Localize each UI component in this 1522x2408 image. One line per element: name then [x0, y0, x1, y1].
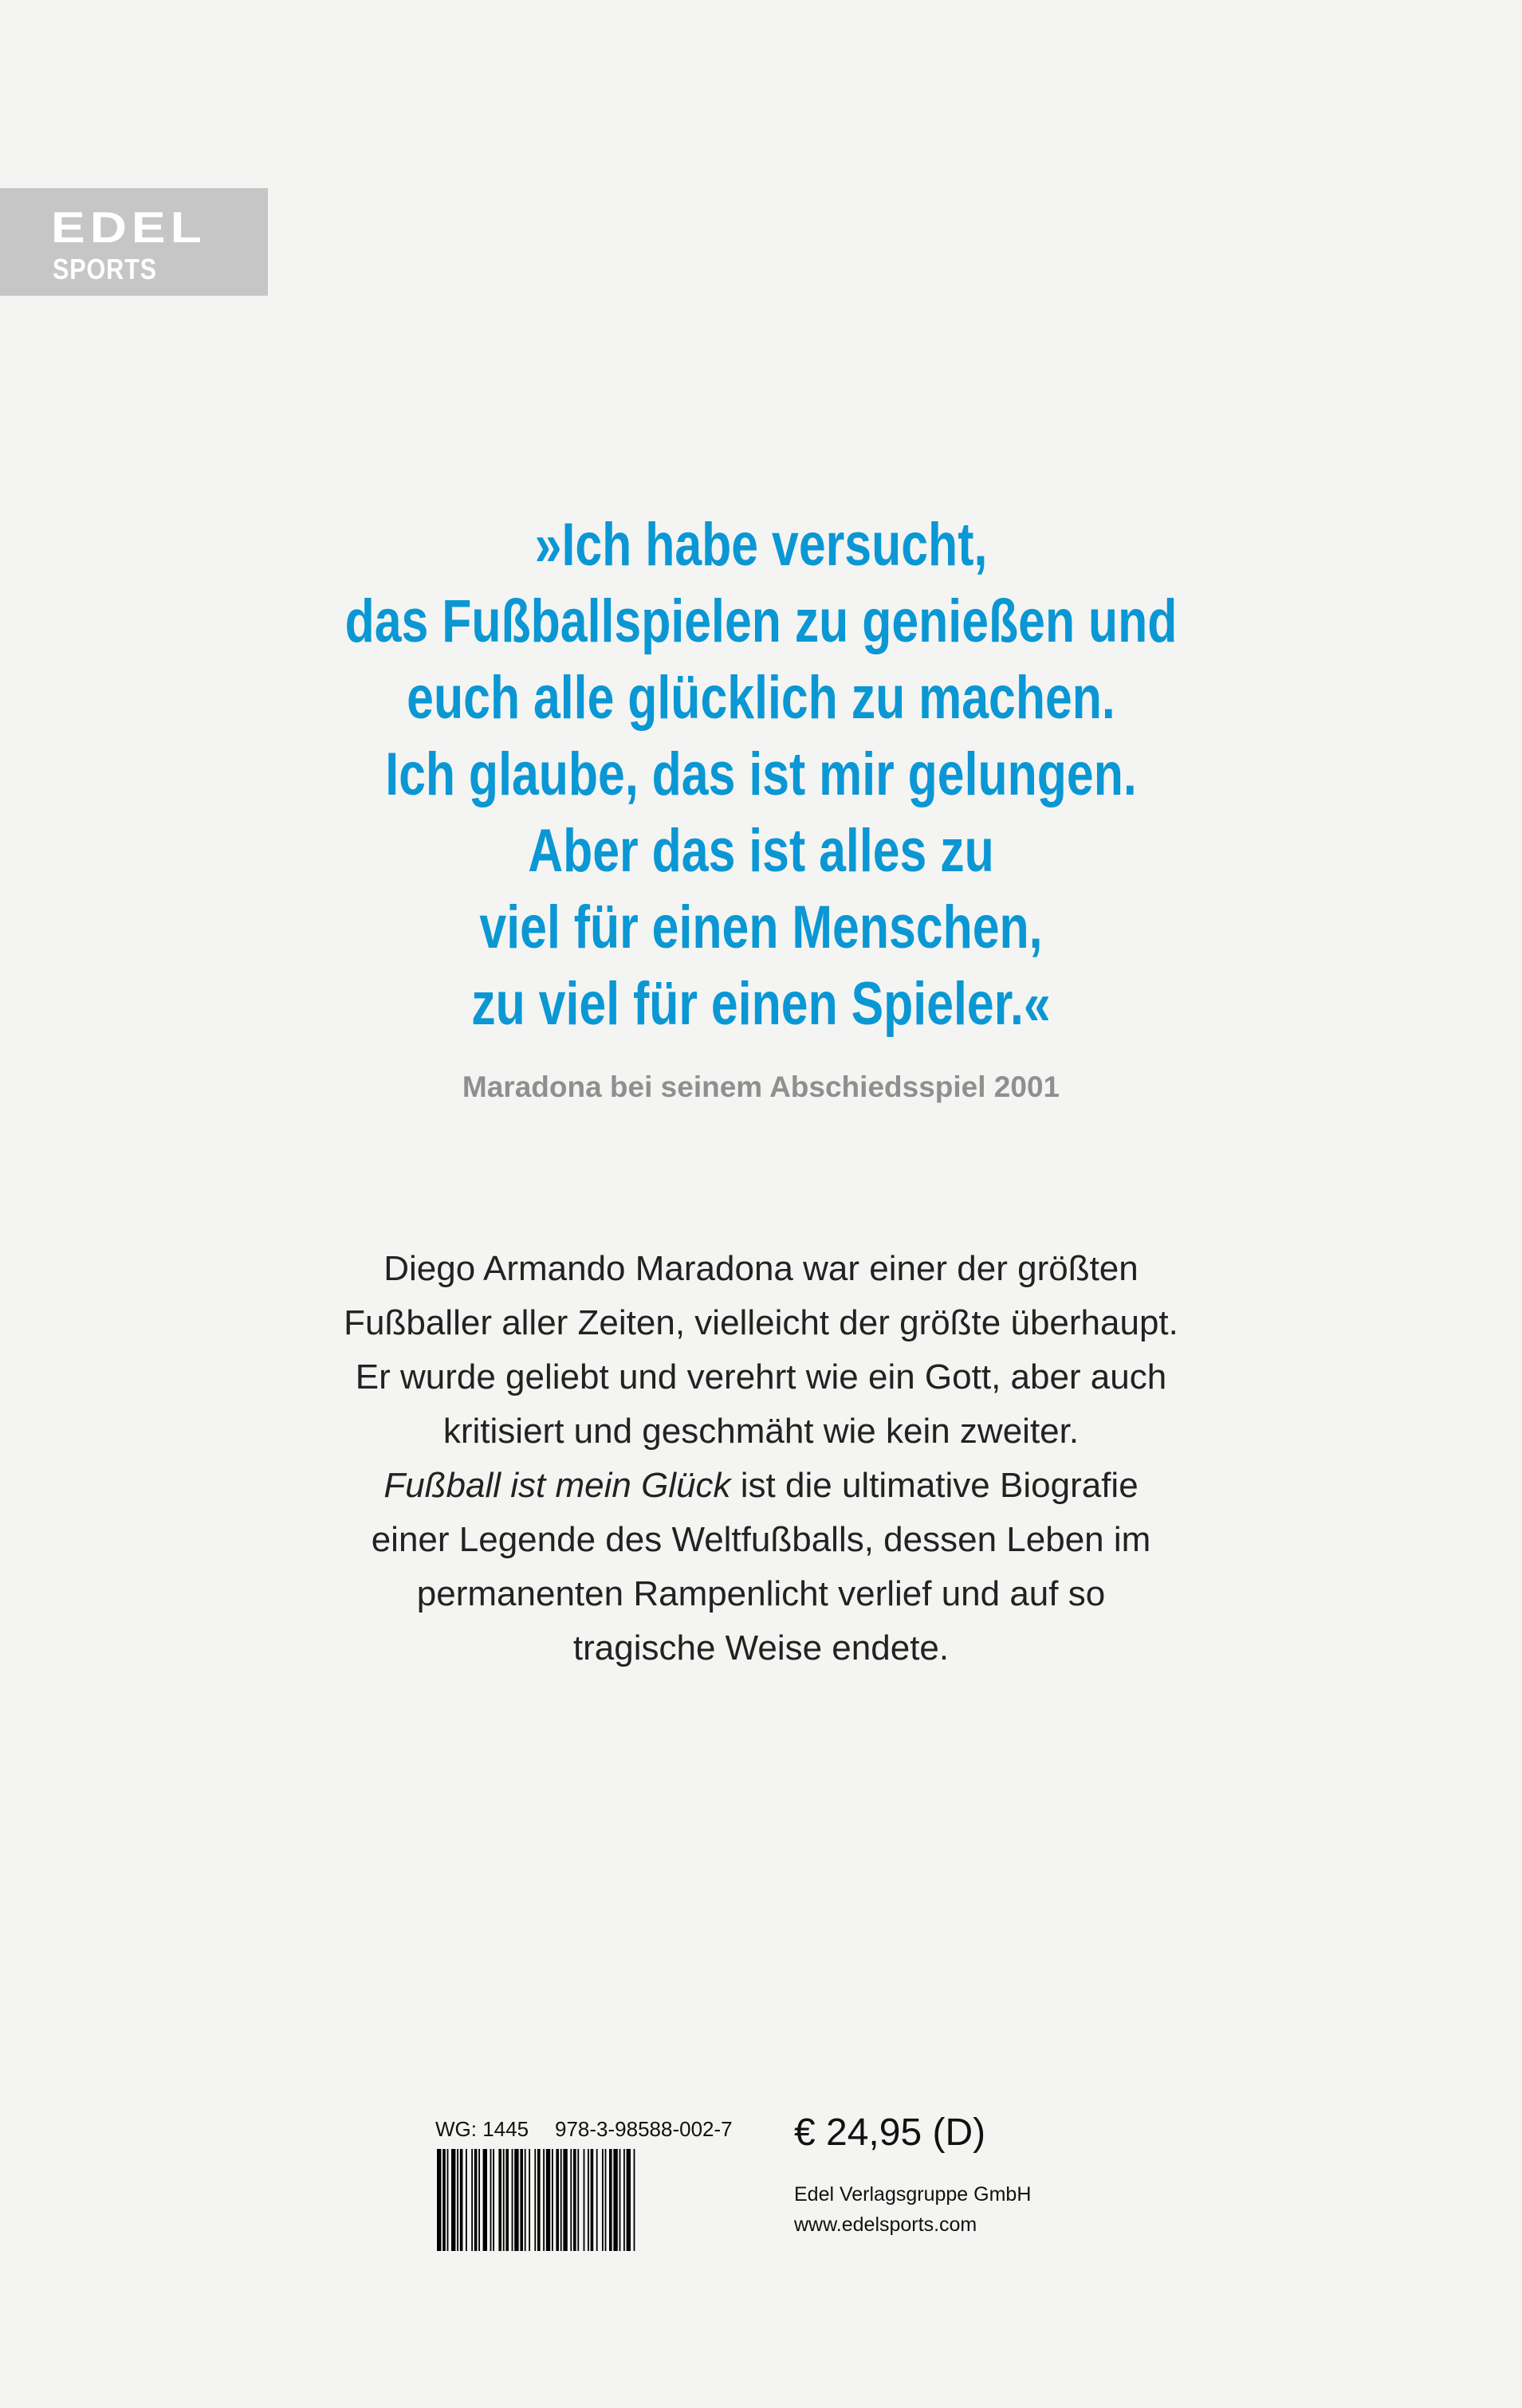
description-line: tragische Weise endete. — [572, 1628, 950, 1668]
description-line: Fußballer aller Zeiten, vielleicht der größte überhaupt. — [344, 1303, 1178, 1342]
barcode-bar — [560, 2149, 562, 2251]
barcode-bar — [466, 2149, 467, 2251]
barcode-bar — [591, 2149, 594, 2251]
product-group-code: WG: 1445 — [435, 2117, 529, 2141]
isbn-number: 978-3-98588-002-7 — [555, 2117, 733, 2141]
quote-line: zu viel für einen Spieler.« — [471, 970, 1051, 1038]
barcode-bar — [498, 2149, 501, 2251]
barcode-bar — [577, 2149, 579, 2251]
barcode-bar — [529, 2149, 530, 2251]
logo-wordmark: EDEL — [51, 202, 206, 252]
barcode-bar — [537, 2149, 541, 2251]
barcode-bar — [474, 2149, 478, 2251]
barcode-bar — [478, 2149, 480, 2251]
quote-attribution: Maradona bei seinem Abschiedsspiel 2001 — [462, 1070, 1060, 1103]
barcode-bar — [602, 2149, 604, 2251]
barcode-bar — [556, 2149, 559, 2251]
barcode-bar — [584, 2149, 585, 2251]
barcode-bar — [588, 2149, 589, 2251]
barcode-bar — [570, 2149, 572, 2251]
barcode-bar — [623, 2149, 625, 2251]
barcode-bar — [442, 2149, 446, 2251]
barcode-bar — [483, 2149, 487, 2251]
description-line — [0, 1459, 1522, 1513]
barcode-bar — [451, 2149, 455, 2251]
quote-line: viel für einen Menschen, — [479, 894, 1043, 961]
description-line: Er wurde geliebt und verehrt wie ein Gott, aber auch — [355, 1357, 1167, 1396]
barcode-bar — [596, 2149, 598, 2251]
barcode-bar — [534, 2149, 536, 2251]
barcode-bar — [514, 2149, 518, 2251]
barcode-bar — [490, 2149, 492, 2251]
barcode-bar — [447, 2149, 449, 2251]
barcode-bar — [493, 2149, 494, 2251]
barcode-bar — [457, 2149, 458, 2251]
quote-line: Aber das ist alles zu — [528, 817, 994, 885]
quote-line: das Fußballspielen zu genießen und — [344, 587, 1178, 655]
quote-line: Ich glaube, das ist mir gelungen. — [385, 740, 1137, 808]
barcode-bar — [505, 2149, 509, 2251]
logo-subtitle: SPORTS — [53, 253, 157, 285]
barcode-bar — [460, 2149, 463, 2251]
barcode-bar — [503, 2149, 505, 2251]
price: € 24,95 (D) — [794, 2111, 986, 2154]
barcode-bar — [634, 2149, 635, 2251]
barcode-bar — [543, 2149, 545, 2251]
publisher-name: Edel Verlagsgruppe GmbH — [794, 2183, 1032, 2206]
barcode-bar — [573, 2149, 576, 2251]
book-description — [0, 1242, 1522, 1675]
barcode — [435, 2149, 698, 2251]
description-line: kritisiert und geschmäht wie kein zweiter. — [442, 1412, 1080, 1451]
book-title: Fußball ist mein Glück — [383, 1466, 731, 1505]
barcode-bar — [437, 2149, 441, 2251]
barcode-bar — [563, 2149, 567, 2251]
barcode-bar — [546, 2149, 550, 2251]
barcode-bar — [609, 2149, 612, 2251]
barcode-bar — [619, 2149, 621, 2251]
barcode-bar — [471, 2149, 473, 2251]
imprint-area — [435, 2111, 1137, 2270]
barcode-bar — [605, 2149, 607, 2251]
description-line-rest: ist die ultimative Biografie — [730, 1466, 1139, 1505]
quote-line: euch alle glücklich zu machen. — [407, 664, 1115, 732]
barcode-bar — [512, 2149, 513, 2251]
description-line: einer Legende des Weltfußballs, dessen Leben im — [371, 1520, 1151, 1559]
description-line: Diego Armando Maradona war einer der größten — [383, 1249, 1139, 1288]
blurb-quote — [0, 507, 1522, 1043]
barcode-bar — [552, 2149, 553, 2251]
publisher-website: www.edelsports.com — [794, 2214, 977, 2236]
barcode-bar — [627, 2149, 631, 2251]
publisher-logo — [0, 188, 268, 296]
quote-line: »Ich habe versucht, — [534, 511, 988, 579]
barcode-bar — [520, 2149, 523, 2251]
description-line: permanenten Rampenlicht verlief und auf so — [416, 1574, 1106, 1613]
barcode-bar — [525, 2149, 526, 2251]
barcode-bar — [613, 2149, 617, 2251]
